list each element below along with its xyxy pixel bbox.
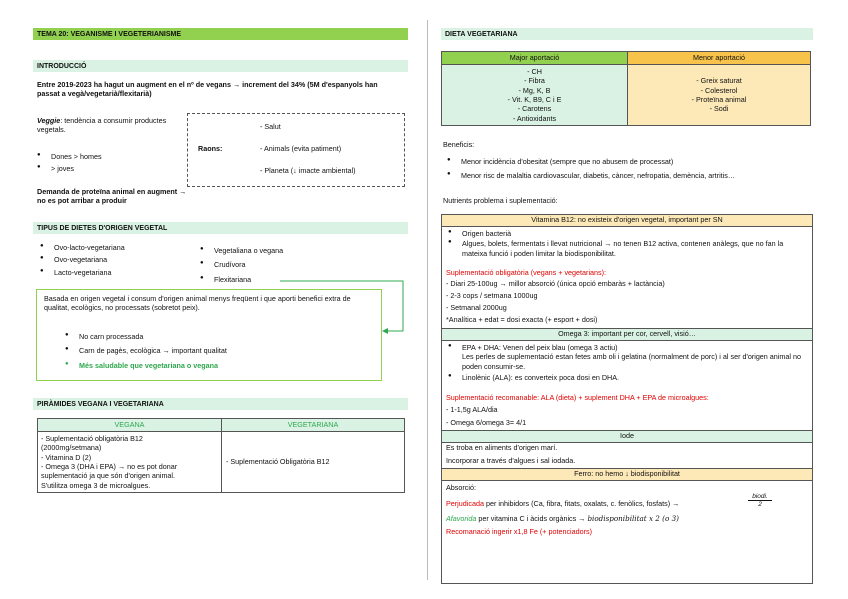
list-item-flexitariana: ● Flexitariana: [200, 275, 360, 284]
list-item: ● Origen bacterià: [448, 229, 804, 238]
flexitariana-text: Basada en origen vegetal i consum d'origen animal menys freqüent i que aporti benefici extra de qualitat, ecològics, no processats (sobretot peix).: [44, 294, 351, 313]
list-item: ● Vegetaliana o vegana: [200, 246, 360, 255]
column-divider: [427, 20, 428, 580]
afavorida-word: Afavorida: [446, 514, 477, 523]
cell-line: - Sodi: [709, 104, 729, 114]
cell-line: - Proteïna animal: [691, 95, 747, 105]
cell-line: - Suplementació obligatòria B12: [41, 434, 143, 443]
list-item: ● > joves: [37, 164, 177, 173]
col-vegetariana: VEGETARIANA: [222, 419, 405, 432]
cell-line: - Omega 3 (DHA i EPA) → no es pot donar: [41, 462, 178, 472]
omega-line: - Omega 6/omega 3= 4/1: [446, 418, 527, 427]
nutrients-label: Nutrients problema i suplementació:: [443, 196, 558, 205]
intro-heading: INTRODUCCIÓ: [33, 60, 408, 72]
b12-header: Vitamina B12: no existeix d'origen vegetal, important per SN: [442, 215, 812, 227]
omega-bullets: [448, 343, 804, 385]
omega-header: Omega 3: important per cor, cervell, visió…: [442, 328, 812, 341]
fraction-den: 2: [758, 501, 762, 509]
iode-header: Iode: [442, 430, 812, 443]
veggie-bullets: [37, 152, 177, 177]
perjudicada-word: Perjudicada: [446, 499, 484, 508]
piramides-heading: PIRÀMIDES VEGANA I VEGETARIANA: [33, 398, 408, 410]
b12-suppl: Suplementació obligatòria (vegans + vegetarians):: [446, 268, 607, 277]
cell-line: - Greix saturat: [696, 76, 742, 86]
list-item: ● Lacto-vegetariana: [40, 268, 190, 277]
tipus-heading: TIPUS DE DIETES D'ORIGEN VEGETAL: [33, 222, 408, 234]
vegetariana-cell: - Suplementació Obligatòria B12: [222, 432, 405, 493]
cell-line: - Mg, K, B: [518, 85, 551, 95]
b12-line: - Setmanal 2000ug: [446, 303, 507, 312]
tipus-col1: [40, 243, 190, 280]
raons-item: - Animals (evita patiment): [260, 144, 342, 153]
list-item: ● Algues, bolets, fermentats i llevat nutricional → no tenen B12 activa, contenen anàlegs, que no fan la mateixa funció i poden limitar la biodisponibilitat.: [448, 239, 804, 258]
cell-line: S'utilitza omega 3 de microalgues.: [41, 480, 151, 490]
b12-bullets: [448, 229, 804, 261]
col-major: Major aportació: [442, 52, 628, 65]
iode-line: Es troba en aliments d'origen marí.: [446, 443, 558, 452]
flexitariana-box: [36, 289, 382, 381]
perjudicada-text: per inhibidors (Ca, fibra, fitats, oxalats, c. fenòlics, fosfats) →: [483, 499, 680, 508]
beneficis-label: Beneficis:: [443, 140, 475, 149]
omega-bullet1b: Les perles de suplementació estan fetes amb oli i gelatina (normalment de porc) i al ser d'origen animal no poden consumir-se.: [462, 352, 801, 371]
cell-line: - Fibra: [524, 76, 545, 86]
afavorida-text: per vitamina C i àcids orgànics →: [476, 514, 586, 523]
flexitariana-bullets: [65, 332, 365, 373]
col-menor: Menor aportació: [628, 52, 811, 65]
cell-line: - Vitamina D (2): [41, 452, 92, 462]
cell-line: - CH: [527, 67, 542, 76]
demand-text: Demanda de proteïna animal en augment → no es pot arribar a produir: [37, 187, 187, 206]
fraction-num: biodi.: [748, 493, 772, 501]
dieta-title: DIETA VEGETARIANA: [441, 28, 813, 40]
cell-line: - Vit. K, B9, C i E: [507, 95, 562, 105]
cell-line: (2000mg/setmana): [41, 443, 102, 453]
list-item: ● Dones > homes: [37, 152, 177, 161]
omega-bullet1: EPA + DHA: Venen del peix blau (omega 3 actiu): [462, 343, 618, 352]
aportacio-table: [441, 51, 811, 126]
topic-title: TEMA 20: VEGANISME I VEGETERIANISME: [33, 28, 408, 40]
major-cell: [442, 65, 628, 126]
intro-text: Entre 2019-2023 ha hagut un augment en el nº de vegans → increment del 34% (5M d'espanyols han passat a vegà/vegetarià/flexitarià): [37, 80, 378, 99]
vegana-cell: [38, 432, 222, 493]
veggie-definition: [37, 116, 177, 135]
cell-line: - Carotens: [517, 104, 552, 114]
afavorida-formula: biodisponibilitat x 2 (o 3): [587, 514, 679, 523]
fraction: [748, 493, 772, 508]
raons-label: Raons:: [198, 144, 223, 153]
omega-suppl: Suplementació recomanable: ALA (dieta) + suplement DHA + EPA de microalgues:: [446, 393, 709, 402]
cell-line: - Antioxidants: [512, 113, 557, 123]
list-item: ● Ovo-vegetariana: [40, 255, 190, 264]
raons-item: - Salut: [260, 122, 281, 131]
b12-line: - 2-3 cops / setmana 1000ug: [446, 291, 538, 300]
raons-box: [187, 113, 405, 187]
raons-item: - Planeta (↓ imacte ambiental): [260, 166, 356, 175]
ferro-header: Ferro: no hemo ↓ biodisponibilitat: [442, 468, 812, 481]
omega-line: - 1-1,5g ALA/dia: [446, 405, 498, 414]
menor-cell: [628, 65, 811, 126]
ferro-afavorida: [446, 514, 808, 523]
b12-line: - Diari 25-100ug → millor absorció (única opció embaràs + lactància): [446, 279, 665, 288]
list-item: ● Menor incidència d'obesitat (sempre que no abusem de processat): [447, 157, 817, 166]
list-item: ● Crudívora: [200, 260, 360, 269]
list-item: ● Carn de pagès, ecològica → important qualitat: [65, 346, 365, 355]
nutrients-box: [441, 214, 813, 584]
list-item: ● Ovo-lacto-vegetariana: [40, 243, 190, 252]
cell-line: - Colesterol: [700, 85, 738, 95]
list-item: ● Linolènic (ALA): es converteix poca dosi en DHA.: [448, 373, 804, 382]
piramides-table: [37, 418, 405, 493]
ferro-recom: Recomanació ingerir x1,8 Fe (+ potenciadors): [446, 527, 593, 536]
veggie-text: : tendència a consumir productes vegetals.: [37, 116, 167, 135]
list-item-highlight: ● Més saludable que vegetariana o vegana: [65, 361, 365, 370]
col-vegana: VEGANA: [38, 419, 222, 432]
beneficis-list: [447, 157, 817, 184]
list-item: [448, 343, 804, 371]
b12-line: *Analítica + edat = dosi exacta (+ esport + dosi): [446, 315, 598, 324]
cell-line: suplementació ja que són d'origen animal.: [41, 471, 176, 481]
list-item: ● No carn processada: [65, 332, 365, 341]
veggie-label: Veggie: [37, 116, 61, 125]
ferro-absorcio: Absorció:: [446, 483, 476, 492]
list-item: ● Menor risc de malaltia cardiovascular, diabetis, càncer, nefropatia, demència, artritis…: [447, 171, 817, 180]
iode-line: Incorporar a través d'algues i sal iodada.: [446, 456, 576, 465]
ferro-perjudicada: [446, 499, 746, 508]
